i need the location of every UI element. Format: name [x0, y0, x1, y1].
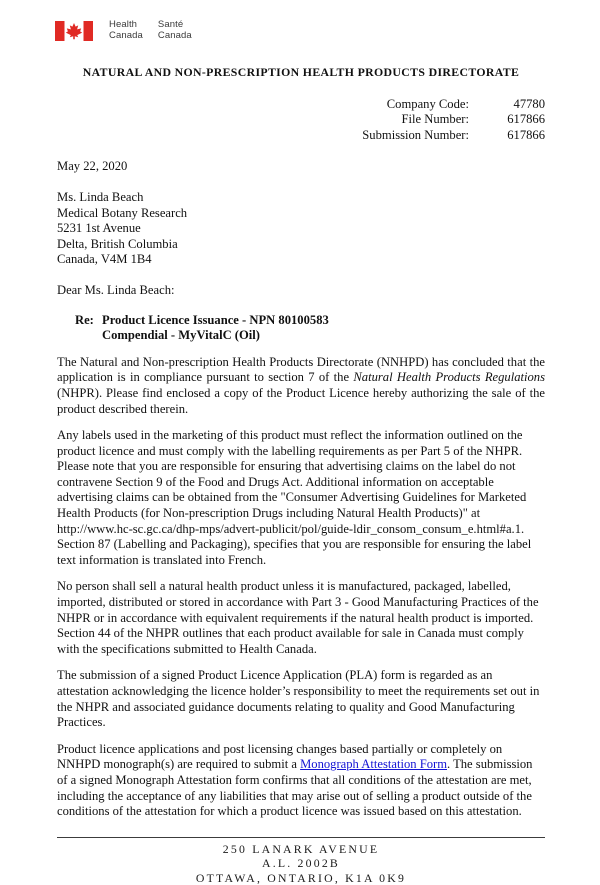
file-number-value: 617866	[507, 112, 545, 127]
logo-english-line1: Health	[109, 19, 138, 30]
submission-meta-block	[283, 97, 545, 143]
paragraph-compliance-after: (NHPR). Please find enclosed a copy of the Product Licence hereby authorizing the sale of the product described therein.	[57, 385, 545, 416]
re-subject	[102, 313, 545, 344]
company-code-value: 47780	[513, 97, 545, 111]
meta-row-company-code	[283, 97, 545, 112]
paragraph-monograph	[57, 742, 545, 820]
salutation: Dear Ms. Linda Beach:	[57, 282, 175, 297]
re-block	[57, 313, 545, 344]
footer-street: 250 LANARK AVENUE	[222, 841, 380, 856]
paragraph-attestation: The submission of a signed Product Licence Application (PLA) form is regarded as an attestation acknowledging the licence holder’s responsibility to meet the requirements set out in the NHPR and associated guidance documents relating to quality and Good Manufacturing Practices.	[57, 668, 540, 730]
re-subject-line2: Compendial - MyVitalC (Oil)	[102, 328, 260, 343]
meta-row-file-number	[283, 112, 545, 127]
recipient-company: Medical Botany Research	[57, 205, 188, 220]
regulations-italic-title: Natural Health Products Regulations	[353, 370, 545, 385]
recipient-name: Ms. Linda Beach	[57, 190, 144, 205]
footer-city-postal: OTTAWA, ONTARIO, K1A 0K9	[195, 870, 407, 885]
logo-french	[158, 20, 192, 41]
logo-english-line2: Canada	[109, 29, 143, 41]
recipient-city-province: Delta, British Columbia	[57, 236, 178, 251]
company-code-label: Company Code:	[386, 97, 469, 111]
canada-flag-icon	[55, 21, 93, 41]
submission-number-label: Submission Number:	[362, 127, 469, 142]
paragraph-labelling: Any labels used in the marketing of this product must reflect the information outlined on the product licence and must comply with the labelling requirements as per Part 5 of the NHPR. Please note that you are responsible for ensuring that advertising claims on the label do not contravene Section 9 of the Food and Drugs Act. Additional information on acceptable advertising claims can be obtained from the "Consumer Advertising Guidelines for Marketed Health Products (for Non-prescription Drugs including Natural Health Products)" at http://www.hc-sc.gc.ca/dhp-mps/advert-publicit/pol/guide-ldir_consom_consum_e.html#a.1. Section 87 (Labelling and Packaging), specifies that you are responsible for ensuring the label text information is translated into French.	[57, 428, 532, 567]
logo-french-line1: Santé	[157, 19, 184, 30]
meta-row-submission-number	[283, 128, 545, 143]
recipient-street: 5231 1st Avenue	[57, 221, 141, 236]
monograph-attestation-form-link[interactable]: Monograph Attestation Form	[300, 757, 447, 772]
paragraph-monograph-after: . The submission of a signed Monograph Attestation form confirms that all conditions of the attestation are met, including the acceptance of any liabilities that may arise out of selling a product outside of the conditions of the attestation for which a product licence was issued based on this attestation.	[57, 757, 533, 819]
directorate-title: NATURAL AND NON-PRESCRIPTION HEALTH PRODUCTS DIRECTORATE	[82, 65, 520, 79]
recipient-country-postal: Canada, V4M 1B4	[57, 252, 152, 267]
letter-date: May 22, 2020	[57, 159, 128, 174]
paragraph-gmp: No person shall sell a natural health product unless it is manufactured, packaged, labelled, imported, distributed or stored in accordance with Part 3 - Good Manufacturing Practices of the NHPR or in accordance with equivalent requirements if the natural health product is imported. Section 44 of the NHPR outlines that each product available for sale in Canada must comply with the specifications submitted to Health Canada.	[57, 579, 539, 656]
footer-address-locator: A.L. 2002B	[261, 856, 341, 871]
logo-english	[109, 20, 143, 41]
paragraph-compliance-before: The Natural and Non-prescription Health Products Directorate (NNHPD) has concluded that the application is in compliance pursuant to section 7 of the	[57, 354, 545, 385]
paragraph-compliance	[57, 355, 545, 417]
re-label: Re:	[75, 312, 94, 327]
logo-wordmarks	[109, 20, 192, 41]
health-canada-logo	[55, 20, 545, 41]
footer-address	[57, 842, 545, 885]
file-number-label: File Number:	[401, 112, 469, 127]
recipient-address	[57, 190, 545, 268]
logo-french-line2: Canada	[157, 29, 192, 41]
footer-divider	[57, 837, 545, 838]
submission-number-value: 617866	[507, 127, 545, 142]
re-subject-line1: Product Licence Issuance - NPN 80100583	[102, 312, 329, 327]
paragraph-monograph-before: Product licence applications and post licensing changes based partially or completely on NNHPD monograph(s) are required to submit a	[57, 741, 503, 772]
